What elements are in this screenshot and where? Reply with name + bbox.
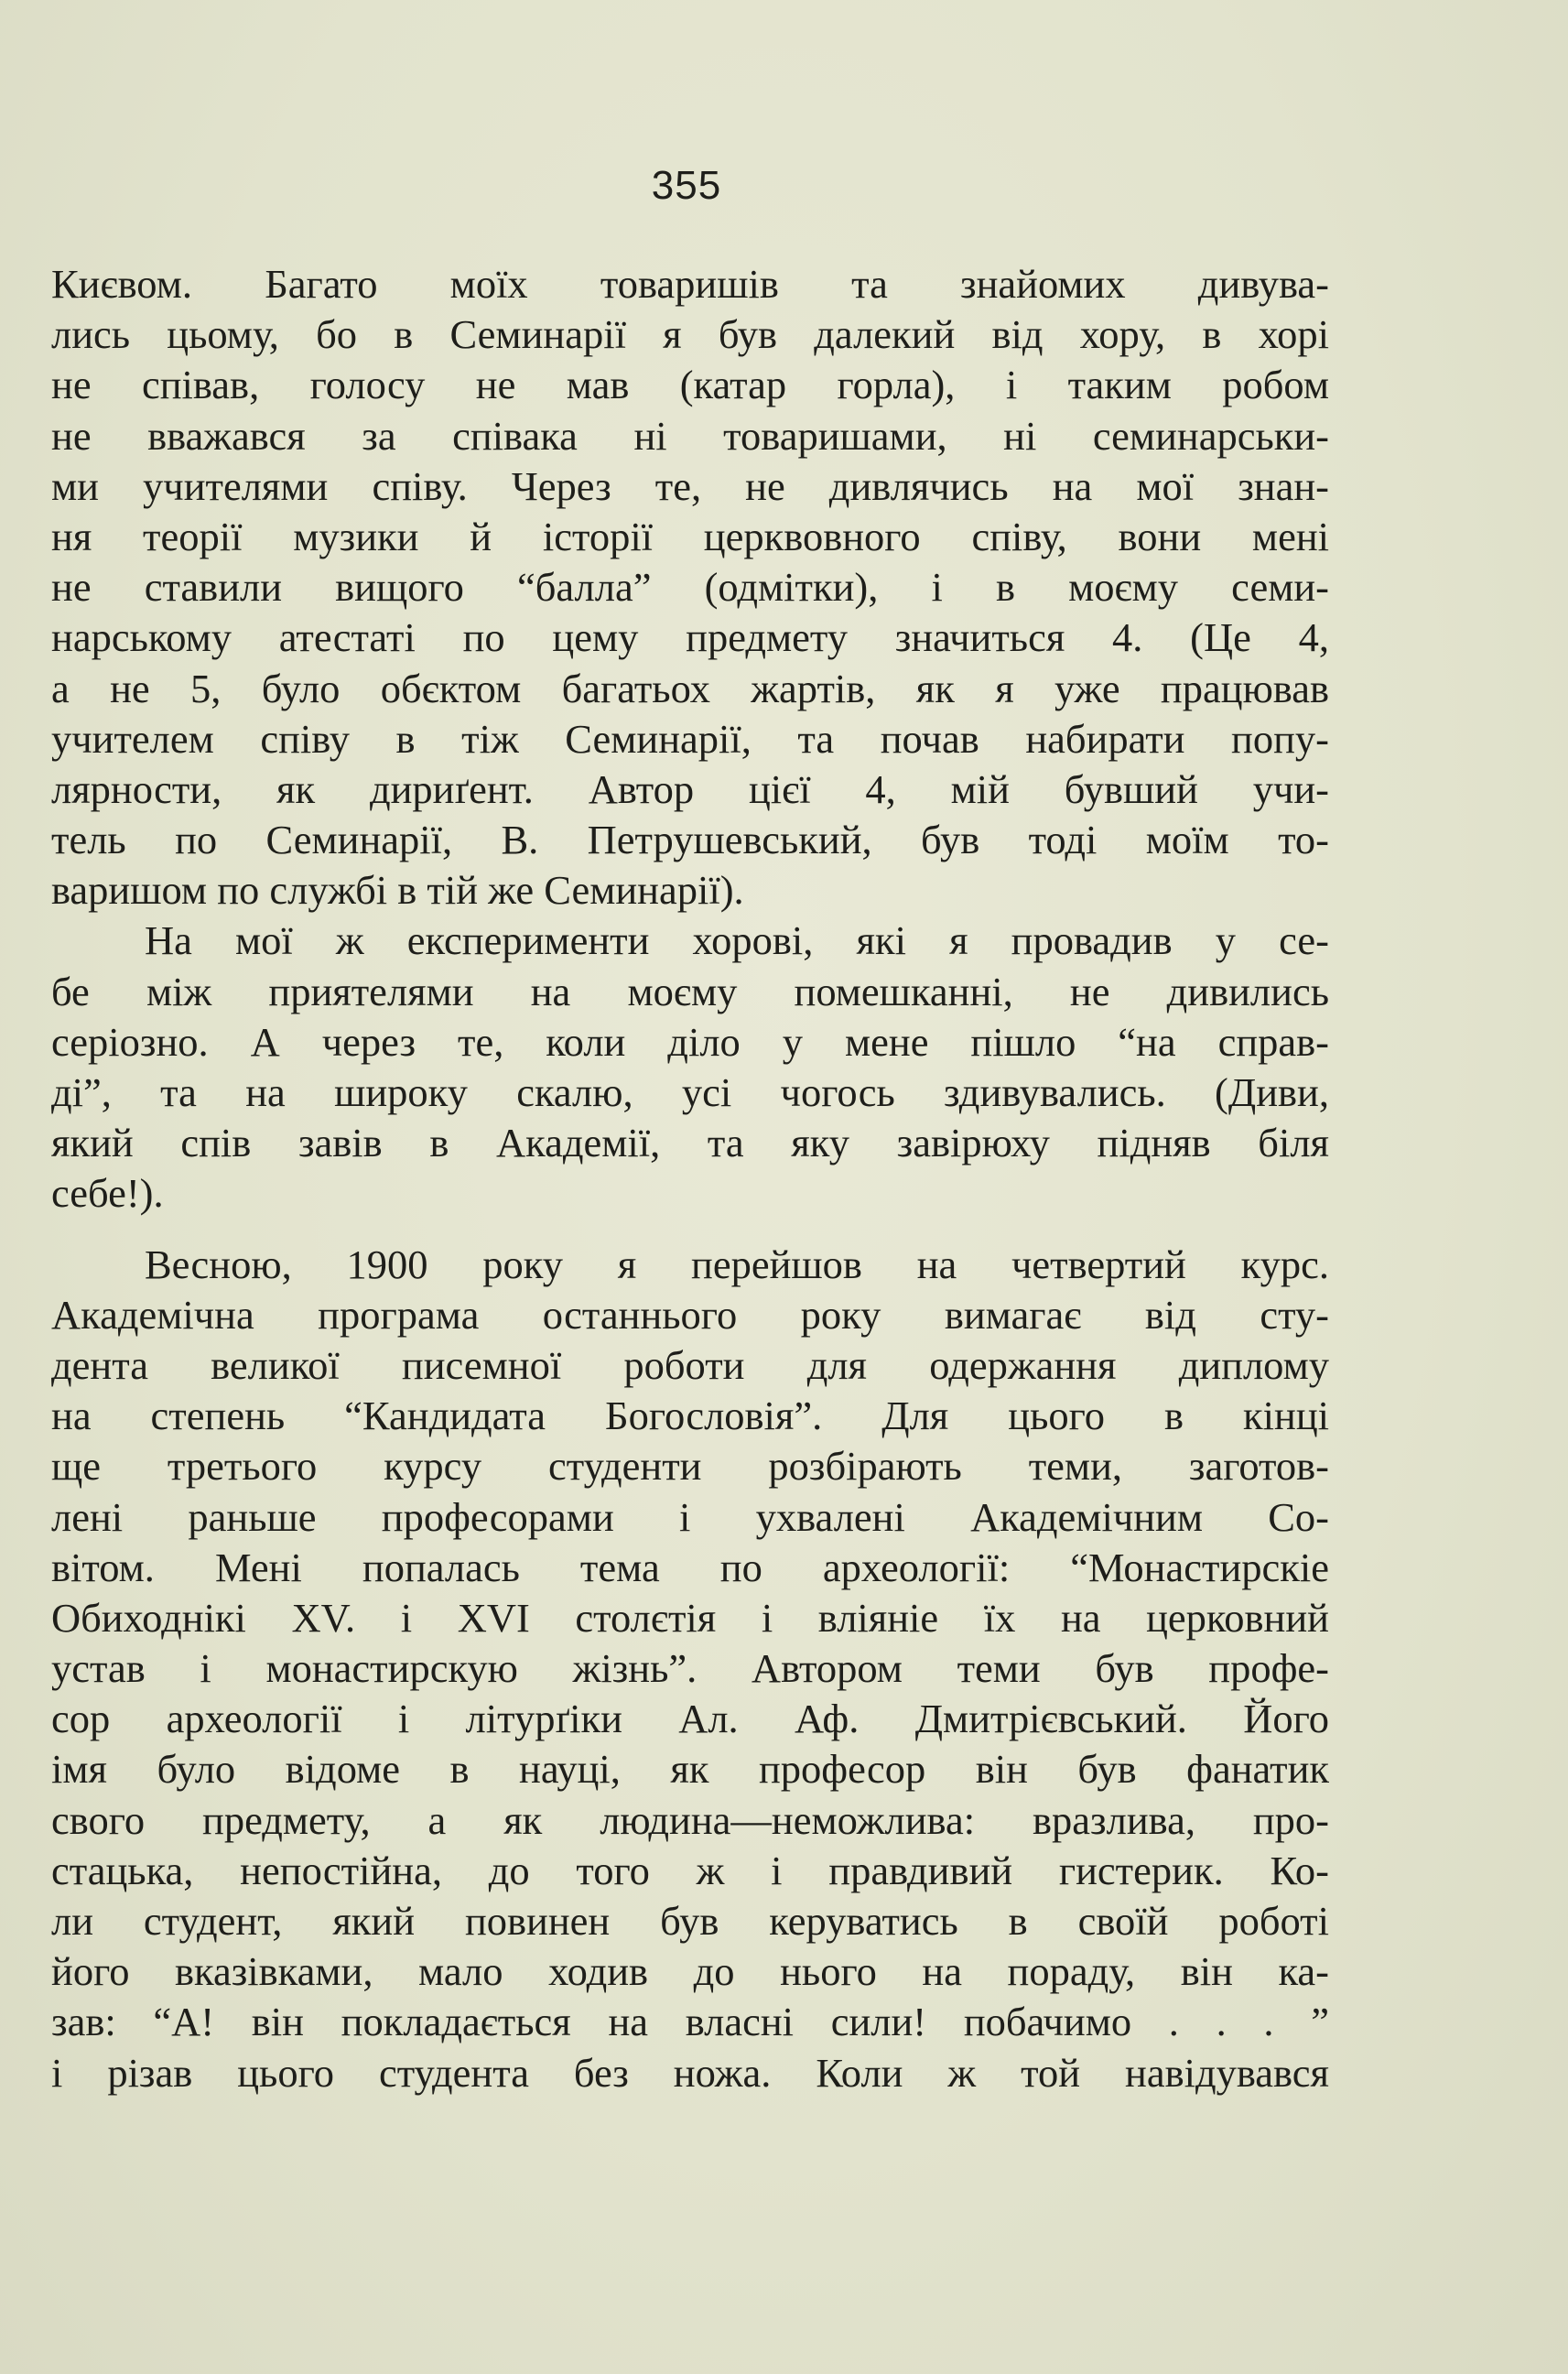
text-line: ми учителями співу. Через те, не дивлячись на мої знан- [51, 462, 1329, 509]
paragraph-2 [51, 916, 1329, 1219]
text-line: стацька, непостійна, до того ж і правдивий гистерик. Ко- [51, 1847, 1329, 1893]
text-line: не співав, голосу не мав (катар горла), і таким робом [51, 362, 1329, 408]
text-line: імя було відоме в науці, як професор він був фанатик [51, 1746, 1329, 1793]
text-line: сор археології і літурґіки Ал. Аф. Дмитрієвський. Його [51, 1696, 1329, 1742]
text-line: Обиходнікі XV. і XVI столєтія і вліяніе їх на церковний [51, 1594, 1329, 1641]
text-line: ще третього курсу студенти розбірають теми, заготов- [51, 1443, 1329, 1490]
text-line: ли студент, який повинен був керуватись в своїй роботі [51, 1898, 1329, 1944]
text-line: його вказівками, мало ходив до нього на пораду, він ка- [51, 1948, 1329, 1995]
text-line: устав і монастирскую жізнь”. Автором теми був профе- [51, 1645, 1329, 1692]
text-line: На мої ж експерименти хорові, які я провадив у се- [145, 917, 1329, 964]
text-line: Києвом. Багато моїх товаришів та знайомих дивува- [51, 261, 1329, 307]
paragraph-3 [51, 1240, 1329, 2098]
text-line: учителем співу в тіж Семинарії, та почав набирати попу- [51, 715, 1329, 762]
text-line: і різав цього студента без ножа. Коли ж той навідувався [51, 2049, 1329, 2096]
text-line: а не 5, було обєктом багатьох жартів, як я уже працював [51, 665, 1329, 711]
text-line: лені раньше професорами і ухвалені Академічним Со- [51, 1493, 1329, 1540]
text-line: не ставили вищого “балла” (одмітки), і в моєму семи- [51, 564, 1329, 611]
text-line: не вважався за співака ні товаришами, ні семинарськи- [51, 412, 1329, 459]
paragraph-gap [51, 1220, 1329, 1240]
text-line: серіозно. А через те, коли діло у мене пішло “на справ- [51, 1018, 1329, 1065]
text-line: бе між приятелями на моєму помешканні, не дивились [51, 968, 1329, 1014]
text-line: свого предмету, а як людина—неможлива: вразлива, про- [51, 1796, 1329, 1843]
text-line: вітом. Мені попалась тема по археології: “Монастирскіе [51, 1544, 1329, 1590]
text-line: лись цьому, бо в Семинарії я був далекий від хору, в хорі [51, 311, 1329, 358]
text-line: варишом по службі в тій же Семинарії). [51, 867, 744, 914]
text-line: себе!). [51, 1170, 164, 1217]
text-line: лярности, як дириґент. Автор цієї 4, мій бувший учи- [51, 765, 1329, 812]
text-line: тель по Семинарії, В. Петрушевський, був тоді моїм то- [51, 817, 1329, 863]
text-line: ді”, та на широку скалю, усі чогось здивувались. (Диви, [51, 1069, 1329, 1115]
paragraph-1 [51, 259, 1329, 916]
text-line: Весною, 1900 року я перейшов на четвертий курс. [145, 1241, 1329, 1287]
text-line: нарському атестаті по цему предмету значиться 4. (Це 4, [51, 614, 1329, 661]
text-line: ня теорії музики й історії церквовного співу, вони мені [51, 513, 1329, 559]
page-number: 355 [651, 163, 722, 208]
text-line: зав: “А! він покладається на власні сили! побачимо . . . ” [51, 1999, 1329, 2045]
text-line: який спів завів в Академії, та яку завірюху підняв біля [51, 1120, 1329, 1166]
body-text [51, 259, 1329, 2098]
text-line: Академічна програма останнього року вимагає від сту- [51, 1291, 1329, 1338]
text-line: дента великої писемної роботи для одержання диплому [51, 1341, 1329, 1388]
text-line: на степень “Кандидата Богословія”. Для цього в кінці [51, 1393, 1329, 1439]
